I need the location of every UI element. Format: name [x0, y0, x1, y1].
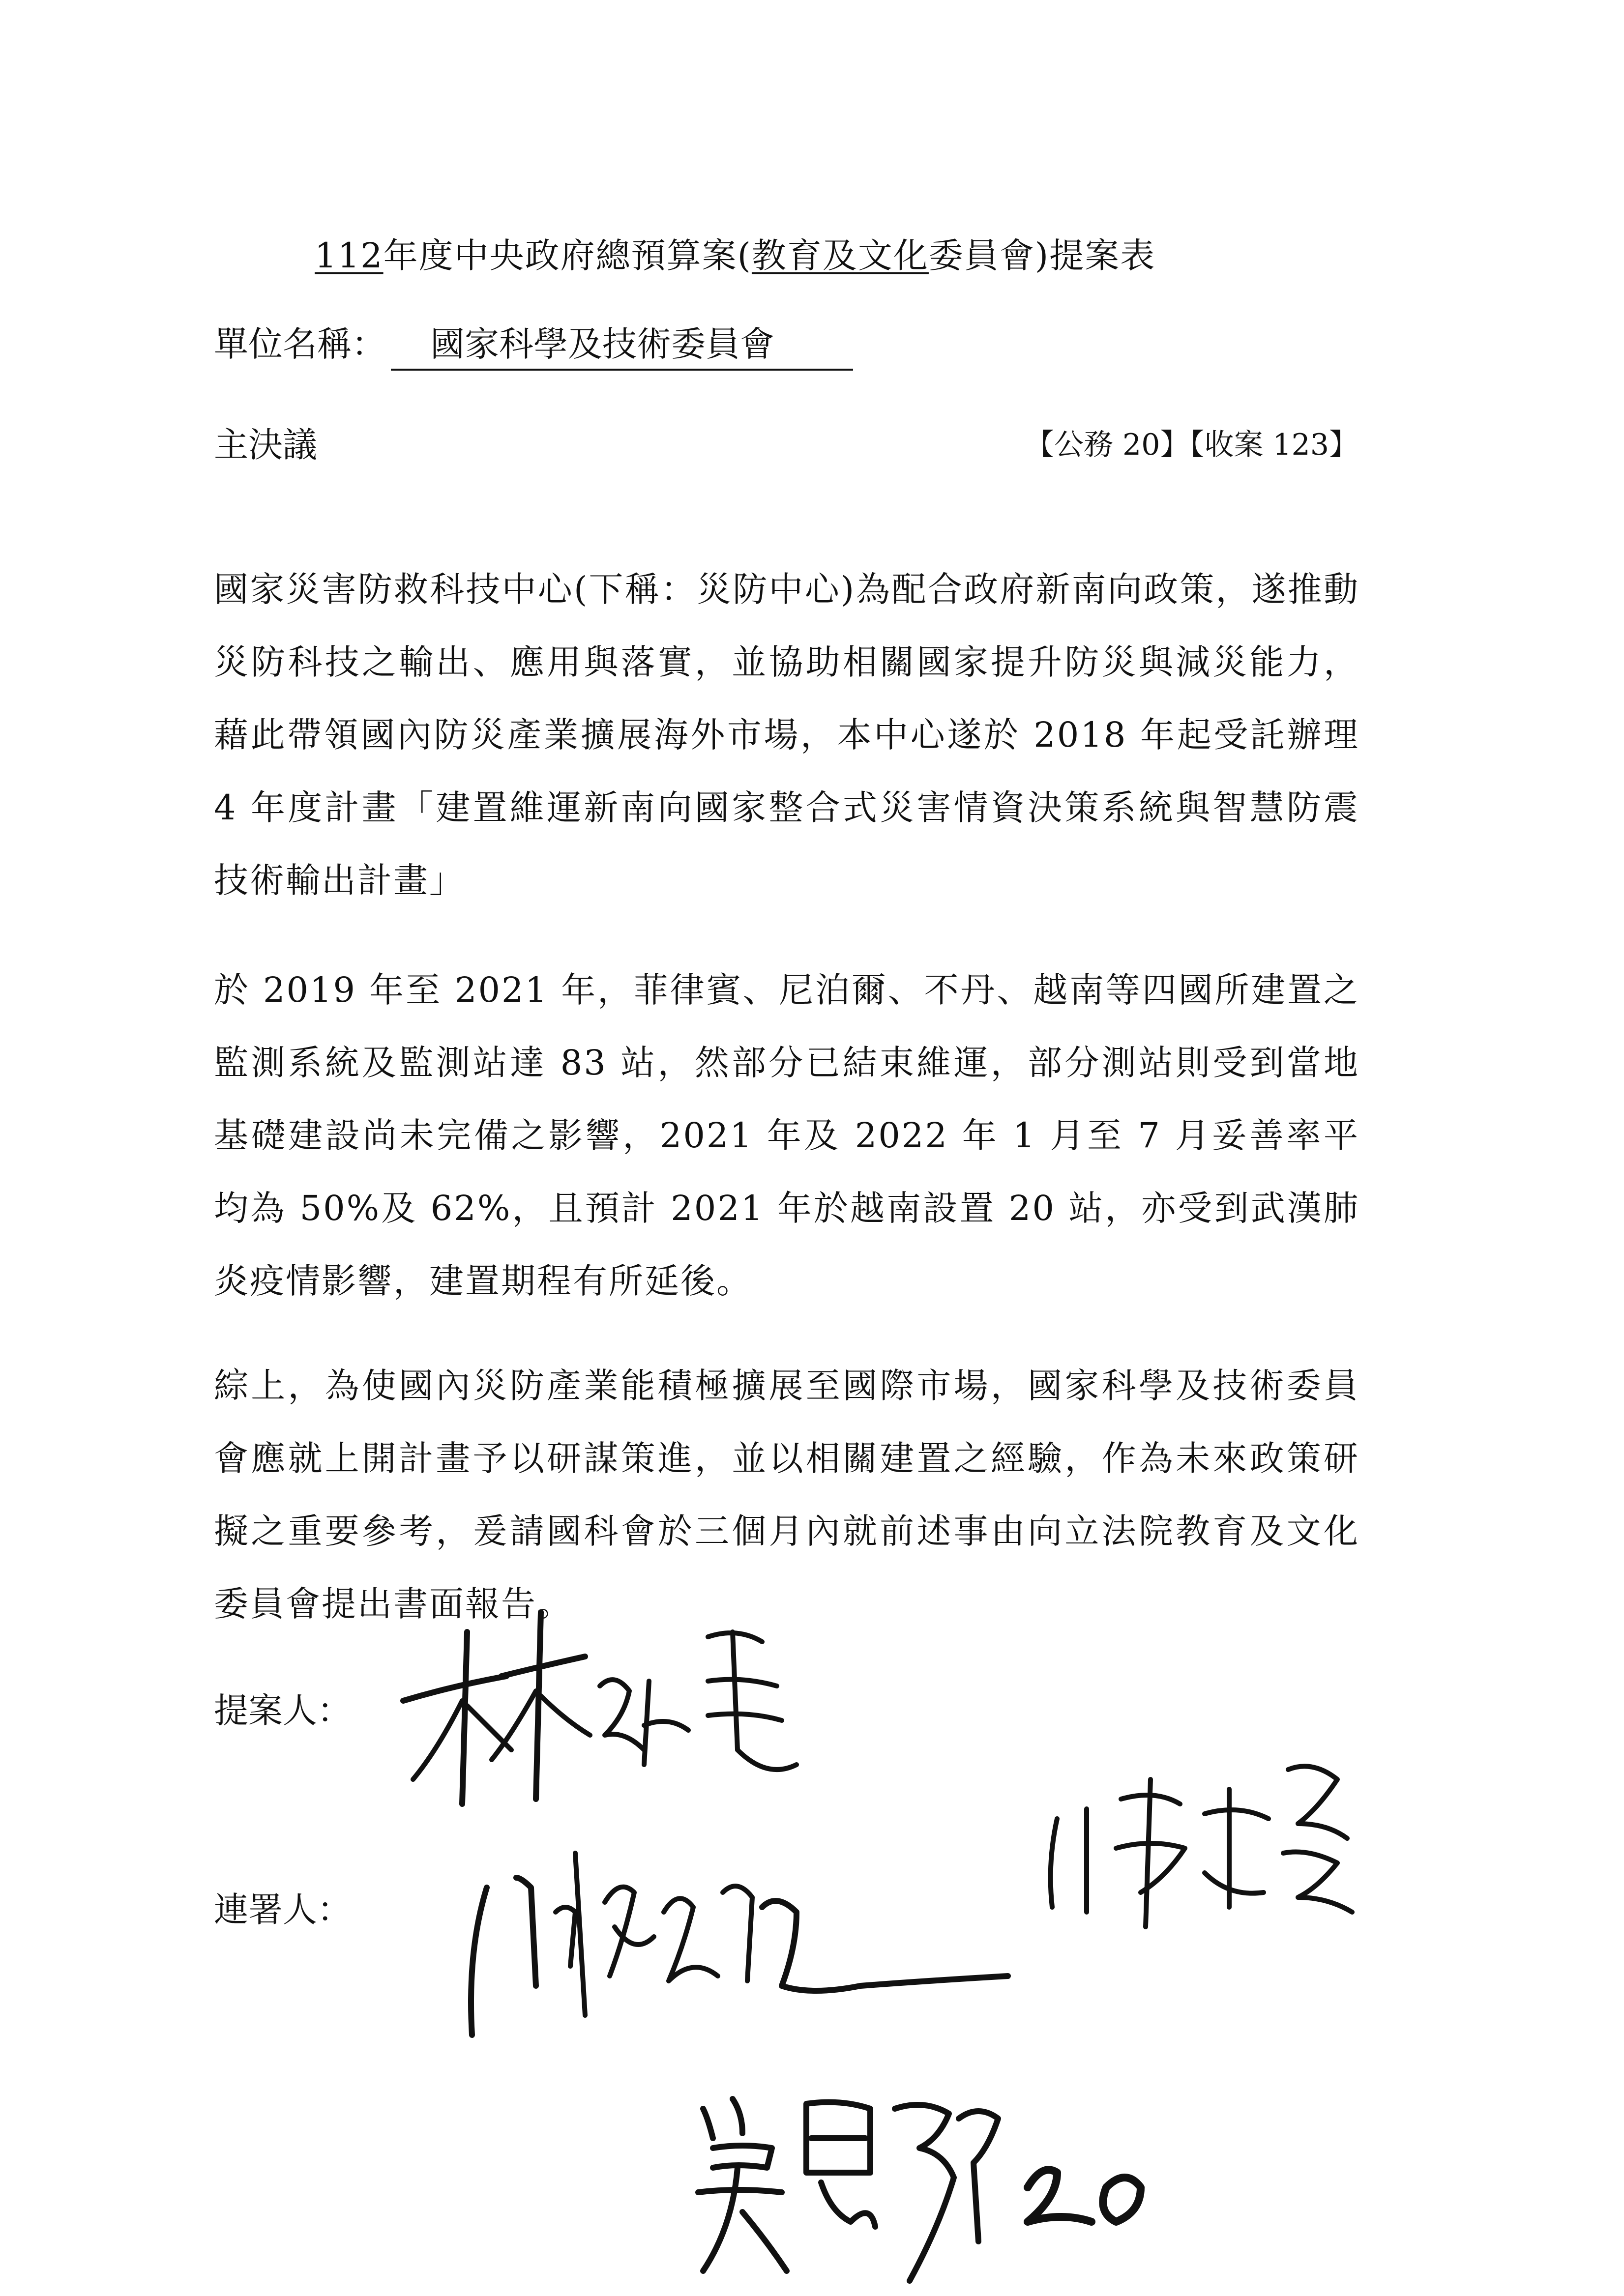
- cosigner-signature-1: [457, 1838, 1023, 2045]
- body-paragraph-1: 國家災害防救科技中心(下稱：災防中心)為配合政府新南向政策，遂推動災防科技之輸出、應用與落實，並協助相關國家提升防災與減災能力，藉此帶領國內防災產業擴展海外市場，本中心遂於 2018 年起受託辦理 4 年度計畫「建置維運新南向國家整合式災害情資決策系統與智慧防震技術輸出計畫」: [214, 569, 1359, 901]
- body-paragraph-3: 綜上，為使國內災防產業能積極擴展至國際市場，國家科學及技術委員會應就上開計畫予以研謀策進，並以相關建置之經驗，作為未來政策研擬之重要參考，爰請國科會於三個月內就前述事由向立法院教育及文化委員會提出書面報告。: [214, 1366, 1359, 1624]
- reference-codes: 【公務 20】【收案 123】: [1024, 428, 1358, 462]
- unit-row: [214, 320, 853, 371]
- unit-value: 國家科學及技術委員會: [391, 320, 853, 371]
- cosigner-signature-2: [1042, 1750, 1362, 1937]
- resolution-type: 主決議: [214, 425, 317, 465]
- proposer-signature: [393, 1602, 885, 1809]
- document-title: [315, 231, 1155, 280]
- title-middle: 年度中央政府總預算案(: [383, 235, 752, 276]
- committee-name: 教育及文化: [751, 235, 929, 276]
- cosigner-label: 連署人：: [214, 1889, 352, 1930]
- proposer-label: 提案人：: [214, 1690, 352, 1731]
- budget-year: 112: [315, 235, 384, 276]
- cosigner-signature-3: [683, 2064, 1165, 2291]
- body-paragraph-2: 於 2019 年至 2021 年，菲律賓、尼泊爾、不丹、越南等四國所建置之監測系統及監測站達 83 站，然部分已結束維運，部分測站則受到當地基礎建設尚未完備之影響，2021 年及 2022 年 1 月至 7 月妥善率平均為 50%及 62%，且預計 2021 年於越南設置 20 站，亦受到武漢肺炎疫情影響，建置期程有所延後。: [214, 970, 1359, 1301]
- title-end: 委員會)提案表: [928, 235, 1156, 276]
- unit-label: 單位名稱：: [214, 324, 386, 364]
